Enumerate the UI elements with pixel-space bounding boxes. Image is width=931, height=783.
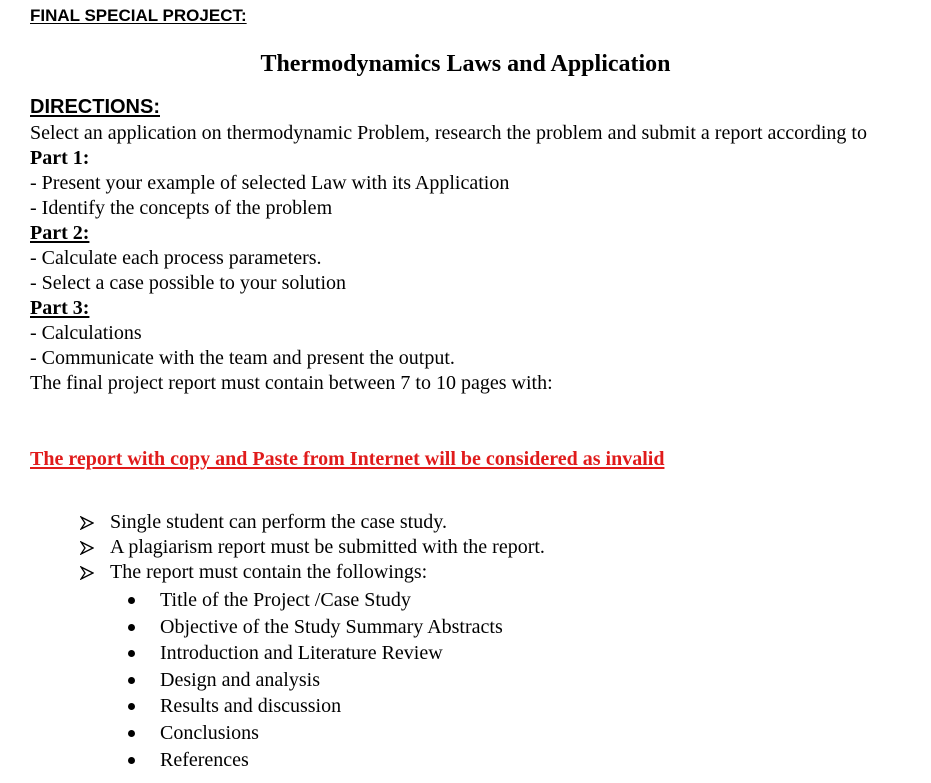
requirement-text: Single student can perform the case study. bbox=[110, 511, 447, 533]
part-1-item: - Present your example of selected Law with its Application bbox=[30, 172, 510, 194]
bullet-dot-icon bbox=[128, 650, 135, 657]
list-item bbox=[125, 667, 503, 694]
content-item-text: Title of the Project /Case Study bbox=[160, 589, 411, 611]
content-item-text: References bbox=[160, 748, 249, 771]
part-3-item: - Communicate with the team and present the output. bbox=[30, 347, 455, 369]
list-item bbox=[78, 510, 545, 535]
bullet-dot-icon bbox=[128, 624, 135, 631]
bullet-dot-icon bbox=[128, 757, 135, 764]
part-1-item: - Identify the concepts of the problem bbox=[30, 197, 333, 219]
list-item bbox=[125, 693, 503, 720]
bullet-dot-icon bbox=[128, 597, 135, 604]
list-item bbox=[125, 587, 503, 614]
document-title: Thermodynamics Laws and Application bbox=[260, 51, 671, 77]
bullet-dot-icon bbox=[128, 730, 135, 737]
content-item-text: Conclusions bbox=[160, 721, 259, 744]
directions-body bbox=[30, 121, 902, 396]
report-contents-list bbox=[125, 587, 503, 773]
content-item-text: Results and discussion bbox=[160, 695, 342, 718]
content-item-text: Objective of the Study Summary Abstracts bbox=[160, 615, 503, 638]
content-item-text: Design and analysis bbox=[160, 668, 320, 691]
part-2-label: Part 2: bbox=[30, 222, 90, 244]
arrow-bullet-icon bbox=[80, 541, 94, 555]
page-count-line: The final project report must contain between 7 to 10 pages with: bbox=[30, 372, 553, 394]
part-3-item: - Calculations bbox=[30, 322, 142, 344]
directions-intro: Select an application on thermodynamic Problem, research the problem and submit a report according to bbox=[30, 122, 867, 144]
requirement-text: A plagiarism report must be submitted with the report. bbox=[110, 536, 545, 558]
arrow-bullet-icon bbox=[80, 566, 94, 580]
part-1-label: Part 1: bbox=[30, 147, 90, 169]
requirements-list bbox=[78, 510, 545, 585]
plagiarism-warning: The report with copy and Paste from Internet will be considered as invalid bbox=[30, 448, 665, 470]
list-item bbox=[125, 747, 503, 774]
part-3-label: Part 3: bbox=[30, 297, 90, 319]
bullet-dot-icon bbox=[128, 677, 135, 684]
arrow-bullet-icon bbox=[80, 516, 94, 530]
list-item bbox=[125, 720, 503, 747]
project-header: FINAL SPECIAL PROJECT: bbox=[30, 6, 247, 25]
part-2-item: - Select a case possible to your solution bbox=[30, 272, 347, 294]
list-item bbox=[78, 535, 545, 560]
requirement-text: The report must contain the followings: bbox=[110, 561, 428, 583]
content-item-text: Introduction and Literature Review bbox=[160, 642, 443, 665]
list-item bbox=[125, 640, 503, 667]
bullet-dot-icon bbox=[128, 703, 135, 710]
list-item bbox=[78, 560, 545, 585]
directions-heading: DIRECTIONS: bbox=[30, 96, 160, 118]
list-item bbox=[125, 614, 503, 641]
part-2-item: - Calculate each process parameters. bbox=[30, 247, 322, 269]
